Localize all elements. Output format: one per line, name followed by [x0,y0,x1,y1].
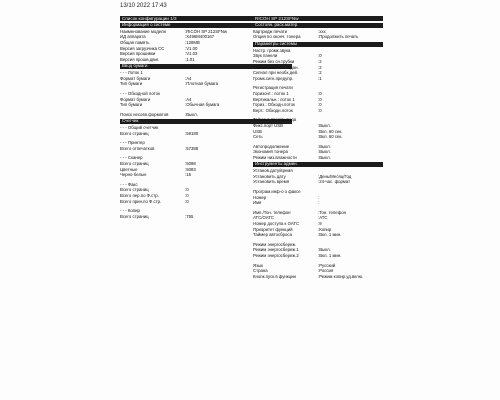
setting-row [253,253,383,259]
setting-label: - - - Общий счетчик [120,125,159,131]
setting-value: :RICOH SP 212SFNw [185,28,227,34]
setting-row [253,108,383,114]
setting-label: Приоритет функций [253,226,293,232]
setting-label: - - - Факс [120,181,138,187]
setting-row [253,232,383,238]
setting-value: :24-час. формат [318,179,351,185]
setting-label: Настр. громк.звука [253,47,291,53]
right-column [253,16,383,279]
setting-label: Режим низ.влажности [253,154,297,160]
setting-value: :Выкл. [318,122,331,128]
setting-label: Всего прин.по Ф.стр. [120,198,162,204]
setting-label: Сигнал окончан.задан. [253,64,299,70]
setting-value: :0 [185,187,189,193]
setting-label: Сигнал при необх.дей. [253,70,299,76]
setting-value: : [318,194,320,200]
setting-label: - - - Обходной лоток [120,90,160,96]
setting-label: Кнопк.пуск.в функции [253,273,296,279]
setting-value: :Выкл. [185,111,198,117]
section-title: Ввод бумаги [120,64,292,69]
setting-value: :5083 [185,166,196,172]
setting-label: Всего страниц [120,130,149,136]
setting-value: :Вкл. 60 сек. [318,128,343,134]
setting-value: :0 [318,90,322,96]
setting-label: Установить дату [253,173,286,179]
setting-value: :0 [318,102,322,108]
setting-value: :2 [318,58,322,64]
setting-label: Номер [253,194,267,200]
setting-value: :A4 [185,75,192,81]
setting-label: Програм.инф-о о факсе [253,189,301,195]
setting-label: USB [253,128,262,134]
setting-label: Таймаут ввод/вывода [253,117,297,123]
setting-value: :Вкл. 1 мин. [318,232,342,238]
setting-label: Версия загрузчика СС [120,45,165,51]
setting-value: :0 [318,107,322,113]
setting-label: Горизонт.: лоток 1 [253,90,289,96]
setting-value: :V1.00 [185,45,198,51]
setting-value: :1 [318,75,322,81]
setting-label: Номер доступа к ОАТС [253,221,300,227]
setting-value: :0 [185,193,189,199]
setting-label: - - - Сканер [120,155,143,161]
setting-row [253,179,383,185]
setting-label: Громк.сигн.предупр. [253,75,294,81]
setting-label: Формат бумаги [120,75,151,81]
section-title: Инструменты админ. [253,162,383,167]
setting-label: Верт.: Обходн.лоток [253,107,293,113]
setting-value: :15 [185,172,191,178]
setting-value: :128MB [185,39,200,45]
setting-row [253,34,383,40]
setting-label: Режим энергосбереж.1 [253,247,299,253]
setting-label: Регистрация печати [253,85,293,91]
setting-value: :1.01 [185,56,195,62]
setting-label: Черно-белые [120,172,147,178]
setting-value: :9 [318,221,322,227]
setting-label: Сеть [253,134,263,140]
setting-value: :59180 [185,130,199,136]
setting-value: : [318,200,320,206]
setting-label: Установить время [253,179,290,185]
setting-label: Тип бумаги [120,81,143,87]
setting-value: :Выкл. [318,154,331,160]
setting-value: :xxx [318,28,326,34]
setting-label: Гориз.: Обходн.лоток [253,102,295,108]
setting-value: :Копир [318,226,332,232]
print-timestamp: 13/10 2022 17:43 [120,3,167,9]
setting-value: :5098 [185,161,196,167]
setting-value: :Вкл. 1 мин. [318,252,342,258]
setting-value: :57388 [185,145,199,151]
setting-label: Режим энергосбереж. [253,241,297,247]
right-sections [253,23,383,279]
setting-label: Общая память [120,39,150,45]
setting-label: - - - Лоток 1 [120,70,143,76]
setting-value: :АТС [318,215,328,221]
setting-label: - - - Принтер [120,140,145,146]
setting-label: Всего страниц [120,187,149,193]
setting-value: :Выкл. [318,247,331,253]
setting-row [253,134,383,140]
setting-label: Цветные [120,166,138,172]
setting-value: :2 [318,64,322,70]
setting-label: Опция по оконч. тонера [253,34,301,40]
section-title: Параметры системы [253,42,383,47]
report-title: Список конфигурации 1/3 [120,16,292,21]
setting-value: :Режим копир.уд.вклю. [318,273,364,279]
setting-label: Версия прошв.двиг. [120,56,160,62]
setting-value: :0 [318,96,322,102]
setting-value: :Русский [318,262,336,268]
setting-row [253,76,383,82]
setting-row [253,200,383,206]
setting-label: Режим без сн.трубки [253,58,295,64]
setting-value: :2 [318,70,322,76]
printer-model-header: RICOH SP 212SFNw [253,16,383,21]
setting-value: :Россия [318,268,334,274]
setting-label: Картридж печати [253,28,287,34]
setting-value: :Обычная бумага [185,102,220,108]
section-title: Состоян. расх.матер. [253,23,383,28]
setting-label: Всего пер.по Ф.стр. [120,193,159,199]
setting-value: :755 [185,213,194,219]
setting-value: :0 [318,53,322,59]
setting-label: Версия прошивки [120,51,156,57]
setting-value: :Плотная бумага [185,81,219,87]
setting-value: :0 [185,198,189,204]
setting-value: :День/Месяц/Год [318,173,352,179]
setting-label: Режим энергосбереж.2 [253,252,299,258]
setting-value: :A4 [185,96,192,102]
setting-label: Язык [253,262,264,268]
setting-label: Экономия тонера [253,149,288,155]
setting-label: Вертикальн.: лоток 1 [253,96,295,102]
setting-label: Автопродолжение [253,143,290,149]
setting-value: :X496M400167 [185,34,215,40]
setting-label: ИД аппарата [120,34,146,40]
setting-label: Страна [253,268,268,274]
setting-label: Имя [253,200,262,206]
setting-label: Таймер автосброса [253,232,292,238]
section-title: Счетчик [120,119,292,124]
setting-label: Установ.дату/время [253,168,293,174]
setting-label: Тип бумаги [120,102,143,108]
setting-label: Формат бумаги [120,96,151,102]
setting-label: Всего отпечатков [120,145,155,151]
setting-value: :V1.03 [185,51,198,57]
setting-value: :Выкл. [318,149,331,155]
setting-label: Имп./Тон. телефон [253,209,291,215]
section-title: Информация о системе [120,23,292,28]
setting-label: - - - Копир [120,208,140,214]
setting-label: Звук панели [253,53,278,59]
setting-label: АТС/ОАТС [253,215,274,221]
setting-value: :Выкл. [318,143,331,149]
setting-value: :Продолжить печать [318,34,359,40]
setting-row [253,274,383,280]
setting-label: Всего страниц [120,161,149,167]
setting-row [253,155,383,161]
setting-label: Всего страниц [120,213,149,219]
setting-label: Поиск несовп.форматов [120,111,169,117]
setting-value: :Тон. телефон [318,209,346,215]
setting-label: Фикс.порт USB [253,122,283,128]
setting-value: :Вкл. 60 сек. [318,134,343,140]
setting-label: Наименование модели [120,28,166,34]
